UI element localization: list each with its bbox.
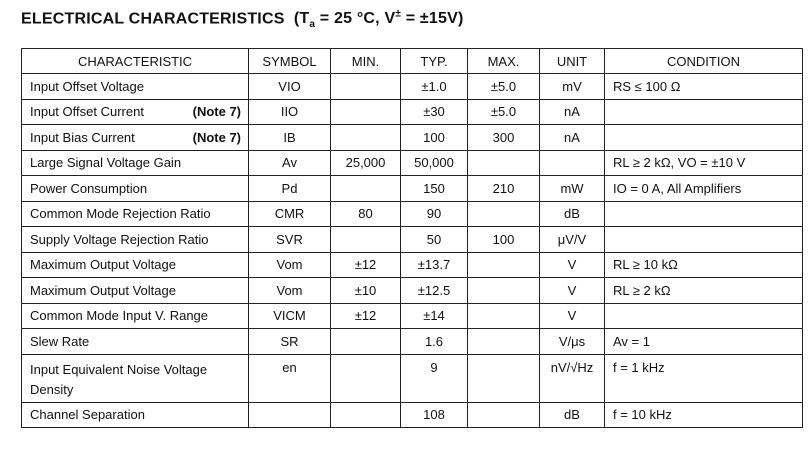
cell-symbol: Pd [249, 176, 331, 202]
cell-unit [540, 150, 605, 176]
header-characteristic: CHARACTERISTIC [22, 49, 249, 74]
cell-max [468, 278, 540, 304]
note-label: (Note 7) [192, 129, 241, 145]
table-row [22, 252, 803, 278]
cell-max [468, 150, 540, 176]
cell-characteristic: Maximum Output Voltage [22, 278, 249, 304]
table-body [22, 74, 803, 428]
cell-typ: ±1.0 [401, 74, 468, 100]
characteristic-label: Input Offset Current [30, 104, 144, 120]
header-condition: CONDITION [605, 49, 803, 74]
cell-typ: ±12.5 [401, 278, 468, 304]
header-symbol: SYMBOL [249, 49, 331, 74]
cell-symbol: VIO [249, 74, 331, 100]
table-row [22, 303, 803, 329]
table-row [22, 329, 803, 355]
table-row [22, 99, 803, 125]
cell-characteristic: Large Signal Voltage Gain [22, 150, 249, 176]
cell-unit: μV/V [540, 227, 605, 253]
cell-max [468, 354, 540, 402]
cell-unit: V [540, 278, 605, 304]
cell-symbol [249, 402, 331, 428]
cell-symbol: Vom [249, 278, 331, 304]
table-row [22, 201, 803, 227]
cell-condition: RL ≥ 2 kΩ, VO = ±10 V [605, 150, 803, 176]
characteristic-label: Input Bias Current [30, 129, 135, 145]
cell-min: 80 [331, 201, 401, 227]
page-title [21, 9, 463, 31]
cell-max [468, 252, 540, 278]
header-max: MAX. [468, 49, 540, 74]
cell-max: ±5.0 [468, 74, 540, 100]
table-row [22, 176, 803, 202]
cell-typ: 100 [401, 125, 468, 151]
cell-unit: V [540, 303, 605, 329]
cell-symbol: Av [249, 150, 331, 176]
cell-min [331, 402, 401, 428]
cell-min [331, 99, 401, 125]
cell-condition: RL ≥ 10 kΩ [605, 252, 803, 278]
characteristic-wrap [30, 130, 243, 145]
cell-min: ±12 [331, 252, 401, 278]
cell-unit: mW [540, 176, 605, 202]
cell-characteristic: Power Consumption [22, 176, 249, 202]
cell-unit: nA [540, 125, 605, 151]
cell-unit: nV/√Hz [540, 354, 605, 402]
cell-unit: dB [540, 201, 605, 227]
table-row [22, 278, 803, 304]
cell-symbol: SVR [249, 227, 331, 253]
table-row [22, 150, 803, 176]
cell-typ: ±30 [401, 99, 468, 125]
cell-typ: 1.6 [401, 329, 468, 355]
cell-characteristic: Slew Rate [22, 329, 249, 355]
cell-unit: V/μs [540, 329, 605, 355]
cell-typ: 9 [401, 354, 468, 402]
note-label: (Note 7) [192, 104, 241, 120]
cell-min [331, 176, 401, 202]
cell-condition: f = 1 kHz [605, 354, 803, 402]
cell-characteristic [22, 99, 249, 125]
cell-min [331, 329, 401, 355]
table-header-row [22, 49, 803, 74]
cell-unit: V [540, 252, 605, 278]
characteristic-wrap [30, 104, 243, 119]
cell-typ: 108 [401, 402, 468, 428]
title-condition: ($T_a = 25$ °C, V± = ±15V) [293, 9, 464, 31]
cell-condition: RS ≤ 100 Ω [605, 74, 803, 100]
cell-min: 25,000 [331, 150, 401, 176]
cell-condition: IO = 0 A, All Amplifiers [605, 176, 803, 202]
cell-symbol: Vom [249, 252, 331, 278]
characteristics-table [21, 48, 803, 428]
cell-typ: 50,000 [401, 150, 468, 176]
cell-min [331, 354, 401, 402]
cell-max [468, 201, 540, 227]
cell-max [468, 303, 540, 329]
table-row [22, 74, 803, 100]
header-typ: TYP. [401, 49, 468, 74]
cell-characteristic: Maximum Output Voltage [22, 252, 249, 278]
table-row [22, 125, 803, 151]
cell-max: 210 [468, 176, 540, 202]
cell-min [331, 227, 401, 253]
cell-typ: ±14 [401, 303, 468, 329]
cell-symbol: CMR [249, 201, 331, 227]
cell-characteristic: Common Mode Input V. Range [22, 303, 249, 329]
cell-characteristic: Input Offset Voltage [22, 74, 249, 100]
cell-condition [605, 99, 803, 125]
cell-condition [605, 201, 803, 227]
cell-max [468, 329, 540, 355]
cell-symbol: IIO [249, 99, 331, 125]
cell-min: ±12 [331, 303, 401, 329]
cell-symbol: SR [249, 329, 331, 355]
cell-unit: dB [540, 402, 605, 428]
cell-condition: Av = 1 [605, 329, 803, 355]
cell-min: ±10 [331, 278, 401, 304]
cell-max: ±5.0 [468, 99, 540, 125]
cell-max: 300 [468, 125, 540, 151]
cell-condition [605, 303, 803, 329]
cell-unit: mV [540, 74, 605, 100]
cell-characteristic: Input Equivalent Noise Voltage Density [22, 354, 249, 402]
cell-condition [605, 227, 803, 253]
cell-typ: ±13.7 [401, 252, 468, 278]
table-row [22, 227, 803, 253]
header-min: MIN. [331, 49, 401, 74]
cell-max: 100 [468, 227, 540, 253]
table-row [22, 402, 803, 428]
cell-symbol: en [249, 354, 331, 402]
cell-characteristic: Common Mode Rejection Ratio [22, 201, 249, 227]
cell-typ: 50 [401, 227, 468, 253]
cell-characteristic [22, 125, 249, 151]
header-unit: UNIT [540, 49, 605, 74]
table-row [22, 354, 803, 402]
cell-condition: RL ≥ 2 kΩ [605, 278, 803, 304]
cell-typ: 150 [401, 176, 468, 202]
cell-characteristic: Supply Voltage Rejection Ratio [22, 227, 249, 253]
cell-symbol: IB [249, 125, 331, 151]
cell-max [468, 402, 540, 428]
cell-characteristic: Channel Separation [22, 402, 249, 428]
cell-unit: nA [540, 99, 605, 125]
cell-condition: f = 10 kHz [605, 402, 803, 428]
cell-typ: 90 [401, 201, 468, 227]
title-main: ELECTRICAL CHARACTERISTICS [21, 10, 285, 28]
cell-min [331, 125, 401, 151]
cell-condition [605, 125, 803, 151]
cell-min [331, 74, 401, 100]
cell-symbol: VICM [249, 303, 331, 329]
